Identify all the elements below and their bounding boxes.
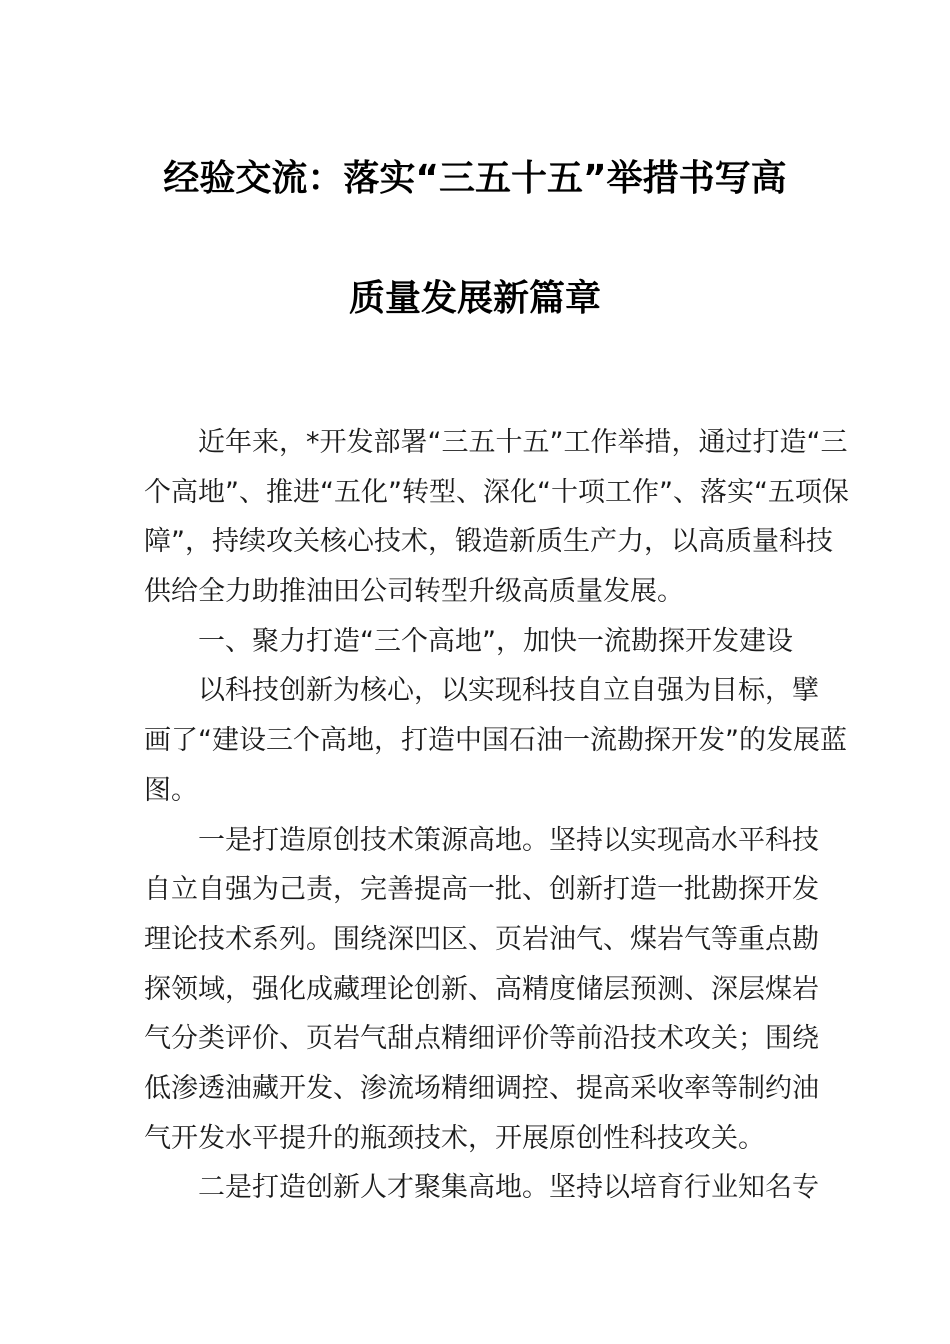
body-line: 图。 bbox=[144, 774, 198, 806]
document-body bbox=[144, 418, 849, 1213]
body-line: 以科技创新为核心，以实现科技自立自强为目标，擘 bbox=[198, 675, 819, 707]
document-title-line-2: 质量发展新篇章 bbox=[348, 278, 601, 319]
body-line: 一是打造原创技术策源高地。坚持以实现高水平科技 bbox=[198, 824, 819, 856]
document-title-line-1: 经验交流：落实“三五十五”举措书写高 bbox=[163, 158, 787, 199]
body-line: 低渗透油藏开发、渗流场精细调控、提高采收率等制约油 bbox=[144, 1072, 819, 1104]
body-line: 一、聚力打造“三个高地”，加快一流勘探开发建设 bbox=[198, 625, 793, 657]
body-line: 理论技术系列。围绕深凹区、页岩油气、煤岩气等重点勘 bbox=[144, 923, 819, 955]
body-line: 个高地”、推进“五化”转型、深化“十项工作”、落实“五项保 bbox=[144, 476, 849, 508]
body-line: 自立自强为己责，完善提高一批、创新打造一批勘探开发 bbox=[144, 874, 819, 906]
body-line: 探领域，强化成藏理论创新、高精度储层预测、深层煤岩 bbox=[144, 973, 819, 1005]
body-line: 气分类评价、页岩气甜点精细评价等前沿技术攻关；围绕 bbox=[144, 1023, 819, 1055]
body-line: 近年来，*开发部署“三五十五”工作举措，通过打造“三 bbox=[198, 427, 848, 458]
body-line: 气开发水平提升的瓶颈技术，开展原创性科技攻关。 bbox=[144, 1122, 765, 1154]
body-line: 障”，持续攻关核心技术，锻造新质生产力，以高质量科技 bbox=[144, 526, 833, 558]
body-line: 供给全力助推油田公司转型升级高质量发展。 bbox=[144, 576, 684, 608]
body-line: 二是打造创新人才聚集高地。坚持以培育行业知名专 bbox=[198, 1172, 819, 1204]
body-line: 画了“建设三个高地，打造中国石油一流勘探开发”的发展蓝 bbox=[144, 725, 847, 757]
